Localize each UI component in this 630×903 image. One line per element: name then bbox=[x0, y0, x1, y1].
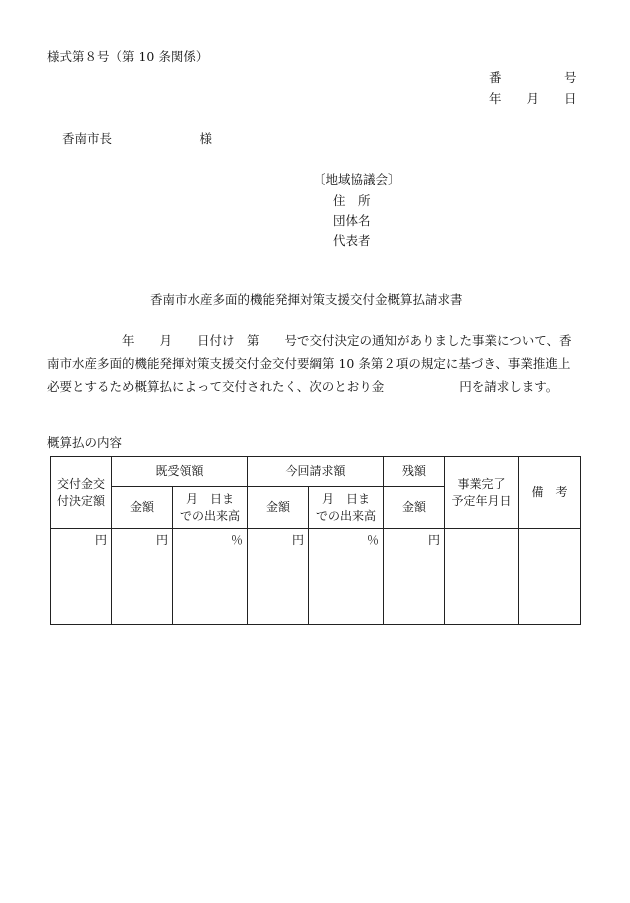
applicant-org: 〔地域協議会〕 bbox=[313, 172, 401, 187]
body-line: 年 月 日付け 第 号で交付決定の通知がありました事業について、香 bbox=[47, 333, 572, 348]
table-caption: 概算払の内容 bbox=[47, 435, 123, 450]
payment-table bbox=[50, 456, 581, 625]
received-amount-header: 金額 bbox=[112, 487, 173, 529]
received-progress-header: 月 日ま での出来高 bbox=[173, 487, 248, 529]
applicant-group-label: 団体名 bbox=[333, 213, 371, 228]
date-line: 年 月 日 bbox=[489, 91, 577, 106]
table-row bbox=[51, 529, 581, 625]
remaining-amount-cell[interactable]: 円 bbox=[384, 529, 445, 625]
body-line: 南市水産多面的機能発揮対策支援交付金交付要綱第 10 条第２項の規定に基づき、事業推進上 bbox=[47, 356, 571, 371]
remarks-header: 備 考 bbox=[519, 457, 581, 529]
applicant-rep-label: 代表者 bbox=[333, 233, 371, 248]
document-title: 香南市水産多面的機能発揮対策支援交付金概算払請求書 bbox=[150, 292, 463, 307]
addressee: 香南市長 様 bbox=[62, 131, 213, 146]
applicant-address-label: 住 所 bbox=[333, 193, 371, 208]
header-row bbox=[51, 457, 581, 487]
form-number: 様式第８号（第 10 条関係） bbox=[47, 49, 209, 64]
received-progress-cell[interactable]: ％ bbox=[173, 529, 248, 625]
remaining-amount-header: 金額 bbox=[384, 487, 445, 529]
current-amount-header: 金額 bbox=[248, 487, 309, 529]
remarks-cell[interactable] bbox=[519, 529, 581, 625]
received-header: 既受領額 bbox=[112, 457, 248, 487]
request-body bbox=[47, 329, 583, 398]
current-request-header: 今回請求額 bbox=[248, 457, 384, 487]
current-amount-cell[interactable]: 円 bbox=[248, 529, 309, 625]
current-progress-header: 月 日ま での出来高 bbox=[309, 487, 384, 529]
received-amount-cell[interactable]: 円 bbox=[112, 529, 173, 625]
document-number-line: 番 号 bbox=[489, 70, 577, 85]
body-line: 必要とするため概算払によって交付されたく、次のとおり金 円を請求します。 bbox=[47, 379, 559, 394]
completion-date-cell[interactable] bbox=[445, 529, 519, 625]
remaining-header: 残額 bbox=[384, 457, 445, 487]
decision-amount-header: 交付金交 付決定額 bbox=[51, 457, 112, 529]
decision-amount-cell[interactable]: 円 bbox=[51, 529, 112, 625]
current-progress-cell[interactable]: ％ bbox=[309, 529, 384, 625]
completion-date-header: 事業完了 予定年月日 bbox=[445, 457, 519, 529]
